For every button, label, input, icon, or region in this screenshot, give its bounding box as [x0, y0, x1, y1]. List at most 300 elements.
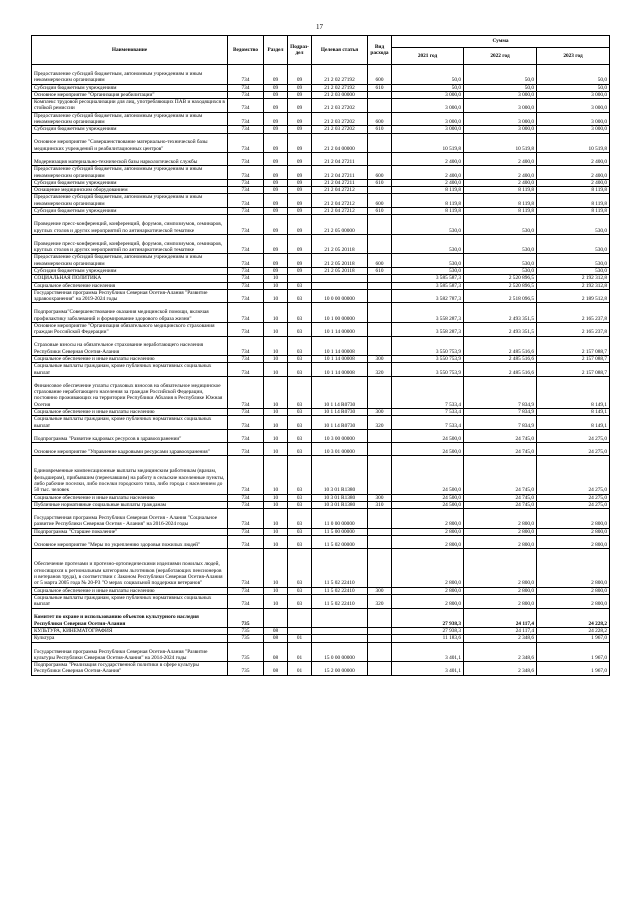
row-subsection: 09 [288, 112, 312, 126]
row-name: Государственная программа Республики Северная Осетия-Алания "Развитие здравоохранения" на 2019-2024 годы [32, 289, 228, 303]
row-2023: 530,0 [537, 234, 610, 254]
row-2022: 2 348,6 [464, 642, 537, 662]
row-subsection: 03 [288, 322, 312, 336]
row-ministry: 735 [228, 635, 264, 642]
row-2022: 2 520 896,5 [464, 282, 537, 289]
row-section: 09 [264, 194, 288, 208]
row-2021: 2 800,0 [392, 536, 464, 549]
row-2022: 2 800,0 [464, 594, 537, 608]
row-2022: 8 119,8 [464, 194, 537, 208]
row-2021: 530,0 [392, 215, 464, 235]
row-name: СОЦИАЛЬНАЯ ПОЛИТИКА [32, 275, 228, 282]
row-2021: 530,0 [392, 254, 464, 268]
row-target: 15 0 00 00000 [312, 642, 368, 662]
row-target: 10 1 14 R0730 [312, 409, 368, 416]
row-expense-type [368, 336, 392, 356]
row-2022: 2 400,0 [464, 153, 537, 166]
row-target: 21 2 03 27202 [312, 99, 368, 113]
row-2021: 2 800,0 [392, 509, 464, 529]
table-row [32, 179, 610, 186]
row-expense-type [368, 322, 392, 336]
row-section: 09 [264, 267, 288, 274]
row-name: Социальные выплаты гражданам, кроме публичных нормативных социальных выплат [32, 594, 228, 608]
row-2023: 530,0 [537, 215, 610, 235]
row-subsection: 03 [288, 356, 312, 363]
row-2021: 3 000,0 [392, 99, 464, 113]
row-name: Подпрограмма "Реализация государственной политики в сфере культуры Республики Северная Осетия-Алания" [32, 662, 228, 676]
row-target: 10 1 00 00000 [312, 303, 368, 323]
row-2021: 24 500,0 [392, 456, 464, 494]
row-ministry: 734 [228, 254, 264, 268]
row-2022: 3 000,0 [464, 126, 537, 133]
row-subsection: 09 [288, 84, 312, 91]
row-ministry: 734 [228, 133, 264, 153]
row-section: 10 [264, 509, 288, 529]
row-2022: 2 485 516,6 [464, 336, 537, 356]
row-section: 10 [264, 376, 288, 408]
row-section: 10 [264, 528, 288, 535]
table-body [32, 65, 610, 676]
table-row [32, 501, 610, 508]
row-subsection: 03 [288, 303, 312, 323]
row-2021: 8 119,8 [392, 208, 464, 215]
row-2022: 2 400,0 [464, 179, 537, 186]
row-ministry: 734 [228, 356, 264, 363]
row-2021: 3 000,0 [392, 126, 464, 133]
row-2021: 3 585 587,3 [392, 282, 464, 289]
row-subsection: 03 [288, 336, 312, 356]
row-2021: 3 550 753,9 [392, 363, 464, 377]
row-ministry: 735 [228, 662, 264, 676]
row-2022: 530,0 [464, 234, 537, 254]
row-expense-type [368, 549, 392, 587]
row-2021: 11 183,6 [392, 635, 464, 642]
row-name: Субсидии бюджетным учреждениям [32, 179, 228, 186]
row-2023: 530,0 [537, 267, 610, 274]
row-subsection: 03 [288, 528, 312, 535]
row-ministry: 734 [228, 289, 264, 303]
row-2021: 530,0 [392, 267, 464, 274]
row-section: 09 [264, 166, 288, 180]
row-name: Основное мероприятие "Совершенствование материально-технической базы медицинских учреждений и реабилитационных центров" [32, 133, 228, 153]
row-expense-type [368, 628, 392, 635]
row-name: Комитет по охране и использованию объектов культурного наследия Республики Северная Осетия-Алания [32, 608, 228, 628]
row-name: Социальные выплаты гражданам, кроме публичных нормативных социальных выплат [32, 416, 228, 430]
row-target: 21 2 04 27212 [312, 187, 368, 194]
table-row [32, 443, 610, 456]
row-section: 09 [264, 65, 288, 85]
header-year-2021: 2021 год [392, 48, 464, 65]
row-2023: 2 400,0 [537, 166, 610, 180]
row-subsection: 09 [288, 215, 312, 235]
table-row [32, 84, 610, 91]
table-row [32, 635, 610, 642]
row-2021: 3 558 287,3 [392, 303, 464, 323]
row-2022: 8 119,8 [464, 208, 537, 215]
row-2023: 50,0 [537, 84, 610, 91]
row-section: 10 [264, 587, 288, 594]
row-target: 21 2 04 27211 [312, 179, 368, 186]
table-row [32, 275, 610, 282]
row-section: 08 [264, 628, 288, 635]
row-ministry: 734 [228, 282, 264, 289]
row-ministry: 734 [228, 587, 264, 594]
row-2021: 24 500,0 [392, 429, 464, 442]
row-2023: 1 967,0 [537, 642, 610, 662]
row-2021: 24 500,0 [392, 443, 464, 456]
table-row [32, 429, 610, 442]
row-expense-type: 600 [368, 254, 392, 268]
row-target: 10 1 14 R0730 [312, 416, 368, 430]
row-2021: 7 533,4 [392, 409, 464, 416]
row-2022: 2 348,6 [464, 662, 537, 676]
row-2021: 7 533,4 [392, 416, 464, 430]
row-expense-type [368, 642, 392, 662]
row-expense-type [368, 456, 392, 494]
row-2021: 2 800,0 [392, 587, 464, 594]
row-2023: 24 275,0 [537, 429, 610, 442]
row-2023: 2 800,0 [537, 509, 610, 529]
table-row [32, 628, 610, 635]
header-name: Наименование [32, 36, 228, 65]
row-2022: 10 519,8 [464, 133, 537, 153]
row-section: 09 [264, 99, 288, 113]
row-name: Субсидии бюджетным учреждениям [32, 267, 228, 274]
row-ministry: 734 [228, 153, 264, 166]
row-2022: 2 800,0 [464, 549, 537, 587]
row-target: 10 3 00 00000 [312, 429, 368, 442]
row-2023: 1 967,0 [537, 662, 610, 676]
row-2023: 2 800,0 [537, 536, 610, 549]
row-2023: 24 275,0 [537, 494, 610, 501]
row-2023: 2 192 312,8 [537, 282, 610, 289]
row-ministry: 734 [228, 112, 264, 126]
table-row [32, 409, 610, 416]
header-ministry: Ведомство [228, 36, 264, 65]
row-name: Предоставление субсидий бюджетным, автономным учреждениям и иным некоммерческим организациям [32, 254, 228, 268]
row-expense-type [368, 608, 392, 628]
row-2021: 3 585 587,3 [392, 275, 464, 282]
row-2023: 2 157 088,7 [537, 356, 610, 363]
row-target: 21 2 03 00000 [312, 91, 368, 98]
table-row [32, 509, 610, 529]
row-expense-type: 600 [368, 112, 392, 126]
row-2021: 2 800,0 [392, 549, 464, 587]
row-2023: 24 275,0 [537, 456, 610, 494]
row-ministry: 734 [228, 303, 264, 323]
table-row [32, 356, 610, 363]
row-ministry: 734 [228, 91, 264, 98]
row-section: 10 [264, 443, 288, 456]
row-expense-type: 320 [368, 363, 392, 377]
table-row [32, 133, 610, 153]
row-target [312, 275, 368, 282]
row-2022: 24 745,0 [464, 443, 537, 456]
row-2023: 2 192 312,8 [537, 275, 610, 282]
row-target: 21 2 03 27202 [312, 126, 368, 133]
row-section: 09 [264, 126, 288, 133]
row-subsection: 09 [288, 208, 312, 215]
row-2022: 7 834,9 [464, 416, 537, 430]
row-ministry: 734 [228, 456, 264, 494]
row-target: 10 1 14 00008 [312, 363, 368, 377]
row-expense-type [368, 376, 392, 408]
row-2021: 530,0 [392, 234, 464, 254]
row-2021: 3 582 787,3 [392, 289, 464, 303]
table-row [32, 549, 610, 587]
row-expense-type: 610 [368, 126, 392, 133]
row-name: Проведение пресс-конференций, конференций, форумов, симпозиумов, семинаров, круглых столов и других мероприятий по антинаркотической тематике [32, 215, 228, 235]
row-ministry: 734 [228, 409, 264, 416]
row-section: 10 [264, 494, 288, 501]
row-name: Модернизация материально-технической базы наркологической службы [32, 153, 228, 166]
row-section: 10 [264, 303, 288, 323]
table-row [32, 267, 610, 274]
table-row [32, 194, 610, 208]
row-expense-type: 310 [368, 501, 392, 508]
row-subsection: 01 [288, 662, 312, 676]
row-subsection: 03 [288, 536, 312, 549]
row-subsection: 09 [288, 179, 312, 186]
row-subsection: 03 [288, 494, 312, 501]
row-subsection: 09 [288, 99, 312, 113]
row-2022: 2 493 351,5 [464, 322, 537, 336]
row-name: Финансовое обеспечение уплаты страховых взносов на обязательное медицинское страхование неработающего населения за граждан Российской Федерации, постоянно проживающих на территории Республики Абхазия в Республике Южная Осетия [32, 376, 228, 408]
row-expense-type [368, 275, 392, 282]
row-target: 21 2 03 27202 [312, 112, 368, 126]
row-ministry: 734 [228, 215, 264, 235]
row-ministry: 734 [228, 267, 264, 274]
row-ministry: 735 [228, 628, 264, 635]
row-name: Подпрограмма "Развитие кадровых ресурсов в здравоохранении" [32, 429, 228, 442]
table-row [32, 153, 610, 166]
row-subsection: 03 [288, 443, 312, 456]
header-sum: Сумма [392, 36, 610, 48]
row-2021: 3 000,0 [392, 91, 464, 98]
row-expense-type [368, 282, 392, 289]
row-subsection: 01 [288, 635, 312, 642]
row-subsection: 09 [288, 254, 312, 268]
row-target: 11 5 02 22410 [312, 549, 368, 587]
table-row [32, 642, 610, 662]
row-subsection: 03 [288, 429, 312, 442]
row-expense-type: 300 [368, 587, 392, 594]
row-name: Основное мероприятие "Организация реабилитации" [32, 91, 228, 98]
row-ministry: 734 [228, 322, 264, 336]
row-expense-type [368, 662, 392, 676]
row-expense-type: 610 [368, 208, 392, 215]
row-2023: 530,0 [537, 254, 610, 268]
row-target: 21 2 04 00000 [312, 133, 368, 153]
row-ministry: 734 [228, 594, 264, 608]
row-section: 08 [264, 642, 288, 662]
row-2023: 2 800,0 [537, 528, 610, 535]
row-ministry: 734 [228, 416, 264, 430]
row-expense-type [368, 133, 392, 153]
row-subsection: 09 [288, 234, 312, 254]
table-row [32, 91, 610, 98]
row-ministry: 734 [228, 126, 264, 133]
row-target: 21 2 04 27212 [312, 208, 368, 215]
row-name: Проведение пресс-конференций, конференций, форумов, симпозиумов, семинаров, круглых столов и других мероприятий по антинаркотической тематике [32, 234, 228, 254]
row-expense-type [368, 635, 392, 642]
row-name: Страховые взносы на обязательное страхование неработающего населения Республики Северная Осетия-Алания [32, 336, 228, 356]
row-subsection: 03 [288, 594, 312, 608]
row-2023: 3 000,0 [537, 126, 610, 133]
row-2023: 8 149,1 [537, 409, 610, 416]
header-section: Раздел [264, 36, 288, 65]
row-2022: 2 520 896,5 [464, 275, 537, 282]
row-subsection: 09 [288, 133, 312, 153]
row-2022: 2 493 351,5 [464, 303, 537, 323]
row-target [312, 608, 368, 628]
row-2022: 24 745,0 [464, 429, 537, 442]
row-2021: 3 550 753,9 [392, 356, 464, 363]
row-subsection: 03 [288, 587, 312, 594]
page-number: 17 [316, 23, 323, 31]
row-name: Обеспечение протезами и протезно-ортопедическими изделиями пожилых людей, относящихся к региональным категориям льготников (неработающих пенсионеров и ветеранов труда), в соответствии с Законом Республики Северная Осетия-Алания от 5 марта 2005 года № 20-РЗ "О мерах социальной поддержки ветеранов" [32, 549, 228, 587]
row-target: 21 2 02 27192 [312, 65, 368, 85]
row-expense-type: 300 [368, 409, 392, 416]
row-expense-type [368, 303, 392, 323]
row-ministry: 734 [228, 494, 264, 501]
row-target: 21 2 04 27211 [312, 166, 368, 180]
row-name: Государственная программа Республики Северная Осетия - Алания "Социальное развитие Республики Северная Осетия - Алания" на 2016-2024 годы [32, 509, 228, 529]
row-subsection: 03 [288, 282, 312, 289]
row-expense-type [368, 187, 392, 194]
table-row [32, 416, 610, 430]
row-subsection: 03 [288, 416, 312, 430]
row-2022: 50,0 [464, 65, 537, 85]
row-2023: 2 800,0 [537, 587, 610, 594]
table-row [32, 282, 610, 289]
row-2023: 8 119,8 [537, 208, 610, 215]
row-section: 10 [264, 501, 288, 508]
row-expense-type [368, 91, 392, 98]
row-expense-type: 600 [368, 166, 392, 180]
row-target: 10 0 00 00000 [312, 289, 368, 303]
row-ministry: 734 [228, 166, 264, 180]
row-ministry: 734 [228, 363, 264, 377]
row-2022: 2 348,6 [464, 635, 537, 642]
table-row [32, 587, 610, 594]
table-row [32, 65, 610, 85]
row-expense-type: 610 [368, 179, 392, 186]
row-2023: 2 800,0 [537, 594, 610, 608]
row-name: Предоставление субсидий бюджетным, автономным учреждениям и иным некоммерческим организациям [32, 166, 228, 180]
row-section: 09 [264, 179, 288, 186]
row-2022: 8 119,8 [464, 187, 537, 194]
row-section: 09 [264, 91, 288, 98]
row-expense-type: 300 [368, 356, 392, 363]
row-subsection: 09 [288, 65, 312, 85]
row-section: 10 [264, 322, 288, 336]
row-ministry: 734 [228, 376, 264, 408]
row-2021: 3 558 287,3 [392, 322, 464, 336]
row-target: 21 2 02 27192 [312, 84, 368, 91]
row-name: Социальное обеспечение населения [32, 282, 228, 289]
row-section: 10 [264, 356, 288, 363]
row-section: 10 [264, 549, 288, 587]
row-2021: 2 400,0 [392, 153, 464, 166]
header-target: Целевая статья [312, 36, 368, 65]
row-name: Предоставление субсидий бюджетным, автономным учреждениям и иным некоммерческим организациям [32, 65, 228, 85]
table-row [32, 112, 610, 126]
row-target [312, 282, 368, 289]
row-2021: 7 533,4 [392, 376, 464, 408]
row-2023: 24 275,0 [537, 501, 610, 508]
table-row [32, 254, 610, 268]
row-2022: 3 000,0 [464, 112, 537, 126]
row-subsection: 03 [288, 501, 312, 508]
row-expense-type: 610 [368, 267, 392, 274]
row-expense-type [368, 153, 392, 166]
row-2021: 2 800,0 [392, 528, 464, 535]
row-subsection: 09 [288, 194, 312, 208]
row-2022: 24 745,0 [464, 501, 537, 508]
row-name: Культура [32, 635, 228, 642]
row-2023: 1 967,0 [537, 635, 610, 642]
row-2022: 2 518 096,5 [464, 289, 537, 303]
row-2023: 2 165 237,8 [537, 303, 610, 323]
row-2021: 3 550 753,9 [392, 336, 464, 356]
table-row [32, 187, 610, 194]
row-expense-type [368, 536, 392, 549]
row-name: Комплекс трудовой ресоциализации для лиц, употребляющих ПАВ и находящихся в стойкой ремиссии [32, 99, 228, 113]
table-row [32, 608, 610, 628]
row-subsection: 03 [288, 549, 312, 587]
row-2021: 2 400,0 [392, 166, 464, 180]
row-subsection: 09 [288, 166, 312, 180]
table-row [32, 289, 610, 303]
row-2023: 8 149,1 [537, 416, 610, 430]
row-2021: 50,0 [392, 84, 464, 91]
row-target: 10 3 01 R1380 [312, 494, 368, 501]
row-2023: 2 400,0 [537, 153, 610, 166]
row-2022: 530,0 [464, 215, 537, 235]
row-section: 09 [264, 215, 288, 235]
row-section: 09 [264, 153, 288, 166]
row-target: 10 3 01 00000 [312, 443, 368, 456]
table-row [32, 336, 610, 356]
row-2022: 3 000,0 [464, 99, 537, 113]
row-section: 10 [264, 594, 288, 608]
row-section: 09 [264, 133, 288, 153]
row-ministry: 734 [228, 443, 264, 456]
row-name: Подпрограмма "Старшее поколение" [32, 528, 228, 535]
row-2022: 3 000,0 [464, 91, 537, 98]
budget-table [31, 35, 610, 676]
row-subsection: 03 [288, 409, 312, 416]
row-2021: 50,0 [392, 65, 464, 85]
row-2021: 27 938,3 [392, 608, 464, 628]
row-2023: 2 800,0 [537, 549, 610, 587]
row-target: 10 1 14 R0730 [312, 376, 368, 408]
table-row [32, 322, 610, 336]
row-target: 21 2 04 27211 [312, 153, 368, 166]
row-section: 10 [264, 429, 288, 442]
row-target: 11 5 00 00000 [312, 528, 368, 535]
row-expense-type [368, 443, 392, 456]
row-section: 09 [264, 187, 288, 194]
row-target: 10 3 01 R1380 [312, 501, 368, 508]
row-expense-type [368, 289, 392, 303]
row-subsection: 03 [288, 289, 312, 303]
row-2021: 8 119,8 [392, 187, 464, 194]
row-expense-type [368, 234, 392, 254]
row-name: Социальное обеспечение и иные выплаты населению [32, 409, 228, 416]
row-name: Основное мероприятие "Меры по укреплению здоровья пожилых людей" [32, 536, 228, 549]
